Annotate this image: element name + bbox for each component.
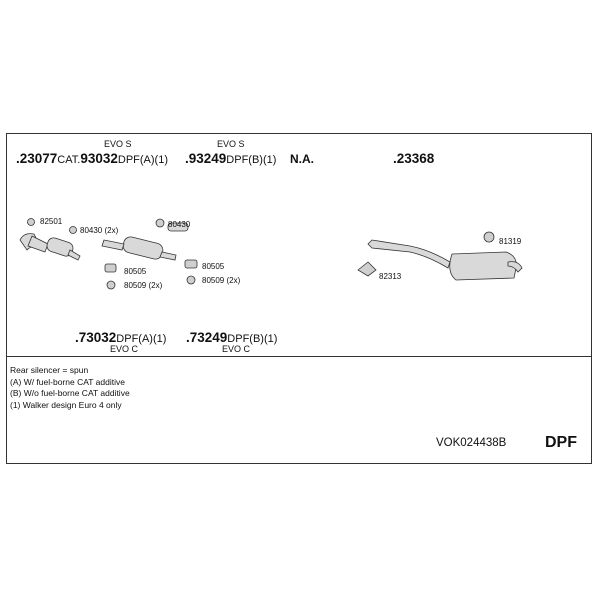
part-number-dpf-b-suffix: DPF(B)(1)	[226, 154, 277, 166]
part-number-dpf-a-num: 93032	[80, 151, 118, 166]
callout-82313: 82313	[379, 272, 402, 281]
callout-80430: 80430	[168, 220, 191, 229]
evo-label-1: EVO S	[104, 139, 132, 149]
part-number-cat-num: .23077	[16, 151, 58, 166]
evo-label-3: EVO C	[110, 344, 139, 354]
not-available-label: N.A.	[290, 152, 314, 166]
callout-82501: 82501	[40, 217, 63, 226]
callout-80509-b: 80509 (2x)	[202, 276, 241, 285]
notes-block	[10, 365, 130, 411]
note-line: (A) W/ fuel-borne CAT additive	[10, 376, 125, 387]
gasket-80430-2x	[70, 227, 77, 234]
gasket-80430	[156, 219, 164, 227]
callout-80430-2x: 80430 (2x)	[80, 226, 119, 235]
spring-80509-b	[187, 276, 195, 284]
note-line: Rear silencer = spun	[10, 365, 89, 375]
spring-80509-a	[107, 281, 115, 289]
gasket-80505-a	[105, 264, 116, 272]
part-number-dpf-b-evo-c-num: .73249	[186, 330, 228, 345]
part-number-cat-suffix: CAT.	[57, 154, 81, 166]
part-number-rear-num: .23368	[393, 151, 435, 166]
kit-code: VOK024438B	[436, 437, 507, 449]
hanger-82501	[28, 219, 35, 226]
note-line: (B) W/o fuel-borne CAT additive	[10, 388, 130, 398]
evo-label-2: EVO S	[217, 139, 245, 149]
front-pipe-cat	[20, 234, 80, 260]
part-number-dpf-a-evo-c-suffix: DPF(A)(1)	[116, 333, 167, 345]
part-number-dpf-a-suffix: DPF(A)(1)	[117, 154, 168, 166]
part-number-dpf-b-evo-c-suffix: DPF(B)(1)	[227, 333, 278, 345]
hanger-81319	[484, 232, 494, 242]
callout-80505-a: 80505	[124, 267, 147, 276]
note-line: (1) Walker design Euro 4 only	[10, 399, 122, 410]
part-number-dpf-a-evo-c-num: .73032	[75, 330, 117, 345]
system-type-label: DPF	[545, 434, 577, 451]
callout-80505-b: 80505	[202, 262, 225, 271]
evo-label-4: EVO C	[222, 344, 251, 354]
callout-80509-a: 80509 (2x)	[124, 281, 163, 290]
clamp-82313	[358, 262, 376, 276]
part-number-dpf-b-num: .93249	[185, 151, 227, 166]
gasket-80505-b	[185, 260, 197, 268]
callout-81319: 81319	[499, 237, 522, 246]
